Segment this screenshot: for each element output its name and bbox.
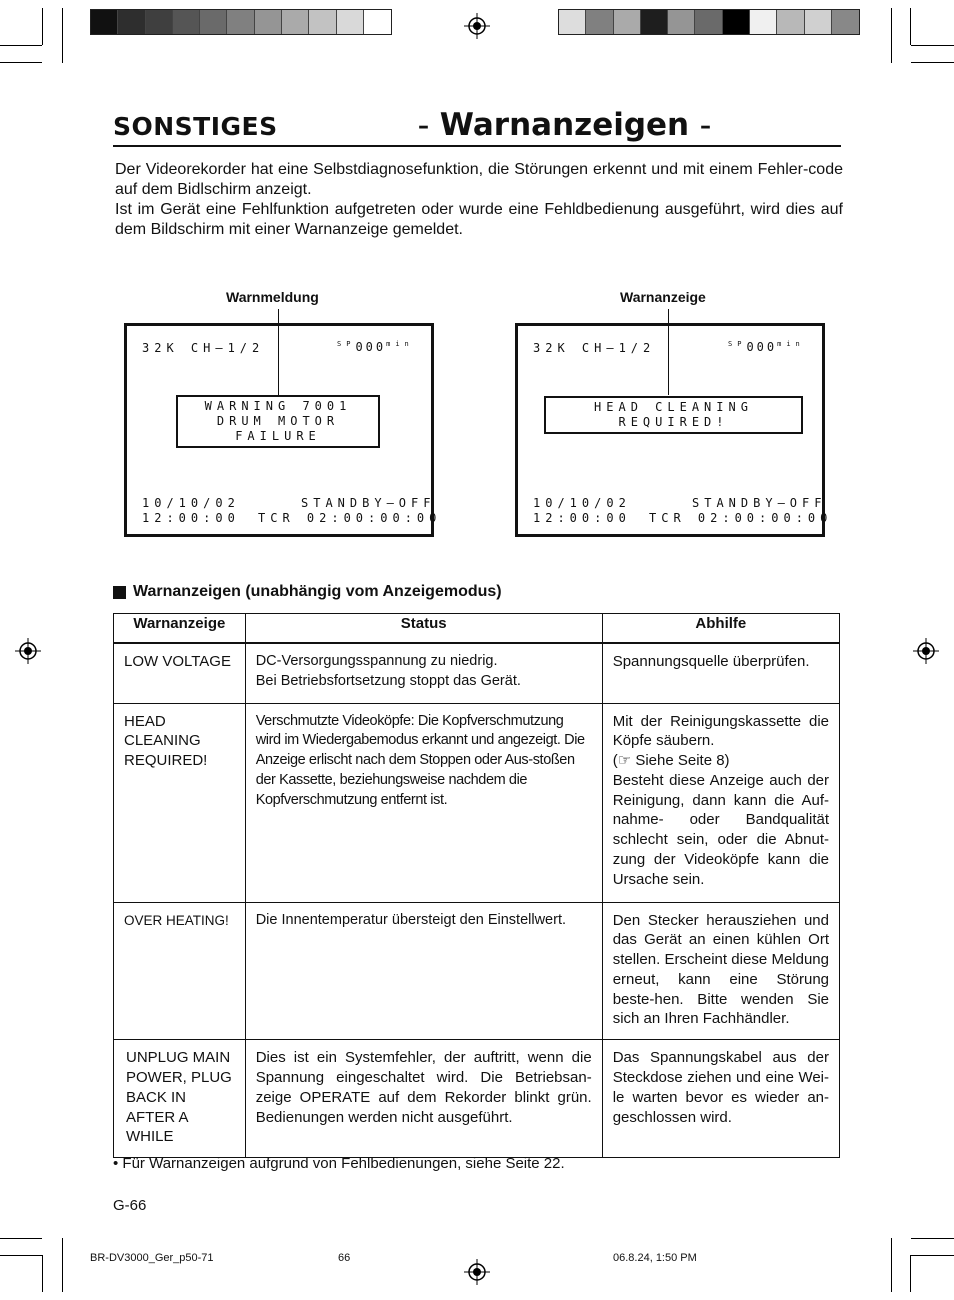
status-cell bbox=[245, 643, 602, 703]
column-header: Abhilfe bbox=[602, 614, 839, 644]
color-swatch bbox=[695, 10, 722, 34]
color-swatch bbox=[723, 10, 750, 34]
color-swatch bbox=[364, 10, 391, 34]
color-swatch bbox=[282, 10, 309, 34]
registration-mark-icon bbox=[464, 1259, 490, 1285]
table-heading-text: Warnanzeigen (unabhängig vom Anzeigemodus) bbox=[133, 583, 502, 600]
table-row bbox=[114, 902, 840, 1040]
slug-date: 06.8.24, 1:50 PM bbox=[613, 1252, 697, 1264]
slug-page: 66 bbox=[338, 1252, 351, 1264]
crop-mark bbox=[62, 1238, 63, 1292]
table-row bbox=[114, 703, 840, 902]
color-swatch bbox=[309, 10, 336, 34]
min-unit: min bbox=[386, 340, 414, 348]
status-cell bbox=[245, 703, 602, 902]
slug-file: BR-DV3000_Ger_p50-71 bbox=[90, 1252, 214, 1264]
registration-mark-icon bbox=[913, 638, 939, 664]
page-title bbox=[418, 107, 711, 143]
column-header: Status bbox=[245, 614, 602, 644]
remedy-cell bbox=[602, 902, 839, 1040]
channel-readout: 32K CH–1/2 bbox=[142, 341, 265, 355]
color-swatch bbox=[200, 10, 227, 34]
remedy-line: Das Spannungskabel aus der Steckdose ziehen und eine Wei-le warten bevor es wieder an-geschlossen wird. bbox=[612, 1049, 829, 1126]
remedy-line: Spannungsquelle überprüfen. bbox=[612, 653, 810, 670]
color-swatch bbox=[91, 10, 118, 34]
footnote: • Für Warnanzeigen aufgrund von Fehlbedienungen, siehe Seite 22. bbox=[113, 1155, 565, 1172]
color-bar-left bbox=[90, 9, 392, 35]
color-swatch bbox=[641, 10, 668, 34]
color-swatch bbox=[832, 10, 859, 34]
warning-code: WARNING 7001 bbox=[204, 399, 352, 413]
min-unit: min bbox=[777, 340, 805, 348]
color-swatch bbox=[586, 10, 613, 34]
page-title-text: Warnanzeigen bbox=[439, 107, 690, 143]
crop-mark bbox=[0, 1255, 42, 1256]
color-swatch bbox=[255, 10, 282, 34]
warning-cell: OVER HEATING! bbox=[114, 902, 246, 1040]
crop-mark bbox=[42, 1255, 43, 1292]
section-title: SONSTIGES bbox=[113, 112, 278, 141]
color-swatch bbox=[750, 10, 777, 34]
status-line: Verschmutzte Videoköpfe: Die Kopfverschmutzung wird im Wiedergabemodus erkannt und angezeigt. Die Anzeige erlischt nach dem Stoppen oder Aus-stoßen der Kassette, beziehungsweise nachdem die Kopfverschmutzung entfernt ist. bbox=[255, 712, 585, 808]
warning-message-box bbox=[176, 395, 380, 448]
remedy-cell bbox=[602, 703, 839, 902]
warning-table bbox=[113, 613, 840, 1158]
intro-paragraph: Der Videorekorder hat eine Selbstdiagnosefunktion, die Störungen erkennt und mit einem Fehler-code auf dem Bidlschirm anzeigt. bbox=[115, 161, 843, 198]
intro-paragraph: Ist im Gerät eine Fehlfunktion aufgetreten oder wurde eine Fehldbedienung ausgeführt, wird dies auf dem Bildschirm mit einer Warnanzeige gemeldet. bbox=[115, 201, 843, 238]
intro-text bbox=[115, 160, 843, 240]
warning-cell: UNPLUG MAIN POWER, PLUG BACK IN AFTER A WHILE bbox=[114, 1040, 246, 1158]
crop-mark bbox=[0, 1238, 42, 1239]
status-line: Bei Betriebsfortsetzung stoppt das Gerät. bbox=[255, 672, 521, 689]
status-line: Dies ist ein Systemfehler, der auftritt, wenn die Spannung eingeschaltet wird. Die Betriebsan-zeige OPERATE auf dem Rekorder blinkt grün. Bedienungen werden nicht ausgeführt. bbox=[255, 1049, 592, 1126]
warning-cell: LOW VOLTAGE bbox=[114, 643, 246, 703]
remedy-line: Besteht diese Anzeige auch der Reinigung, dann kann die Auf-nahme- oder Bandqualität schlecht sein, oder die Abnut-zung der Videoköpfe kann die Ursache sein. bbox=[612, 771, 829, 888]
remedy-line: Mit der Reinigungskassette die Köpfe säubern. bbox=[612, 712, 829, 750]
crop-mark bbox=[42, 8, 43, 45]
crop-mark bbox=[911, 1255, 954, 1256]
screen-label: Warnmeldung bbox=[226, 289, 319, 305]
warning-indicator-box bbox=[544, 396, 803, 434]
color-swatch bbox=[118, 10, 145, 34]
color-swatch bbox=[805, 10, 832, 34]
header-rule bbox=[113, 145, 841, 147]
color-swatch bbox=[337, 10, 364, 34]
crop-mark bbox=[0, 45, 42, 46]
standby-readout: STANDBY–OFF bbox=[301, 496, 436, 510]
table-header-row bbox=[114, 614, 840, 644]
crop-mark bbox=[891, 8, 892, 63]
warning-cell: HEAD CLEANING REQUIRED! bbox=[114, 703, 246, 902]
remedy-line: Den Stecker herausziehen und das Gerät an einen kühlen Ort stellen. Erscheint diese Meldung erneut, kann eine Störung beste-hen. Bitte wenden Sie sich an Ihren Fachhändler. bbox=[612, 911, 829, 1028]
monitor-screen-warning bbox=[124, 323, 442, 537]
time-readout: 12:00:00 bbox=[533, 511, 631, 525]
color-swatch bbox=[227, 10, 254, 34]
title-dash: – bbox=[418, 114, 429, 139]
crop-mark bbox=[62, 8, 63, 63]
standby-readout: STANDBY–OFF bbox=[692, 496, 827, 510]
status-cell bbox=[245, 1040, 602, 1158]
crop-mark bbox=[911, 45, 954, 46]
sp-mode: SP bbox=[337, 340, 356, 348]
status-line: DC-Versorgungsspannung zu niedrig. bbox=[255, 653, 498, 669]
tape-counter bbox=[337, 340, 414, 354]
color-swatch bbox=[614, 10, 641, 34]
screen-label: Warnanzeige bbox=[620, 289, 706, 305]
status-line: Die Innentemperatur übersteigt den Einstellwert. bbox=[255, 911, 567, 928]
color-swatch bbox=[777, 10, 804, 34]
date-readout: 10/10/02 bbox=[142, 496, 240, 510]
warning-description: DRUM MOTOR FAILURE bbox=[216, 414, 340, 443]
page-number: G-66 bbox=[113, 1197, 147, 1214]
table-row bbox=[114, 1040, 840, 1158]
crop-mark bbox=[0, 62, 42, 63]
counter-value: 000 bbox=[355, 340, 387, 354]
crop-mark bbox=[891, 1238, 892, 1292]
tape-counter bbox=[728, 340, 805, 354]
crop-mark bbox=[911, 1238, 954, 1239]
remedy-cell bbox=[602, 643, 839, 703]
title-dash: – bbox=[699, 114, 711, 139]
warning-indicator-text: HEAD CLEANING REQUIRED! bbox=[594, 400, 753, 429]
crop-mark bbox=[911, 62, 954, 63]
status-cell bbox=[245, 902, 602, 1040]
crop-mark bbox=[910, 8, 911, 45]
color-swatch bbox=[559, 10, 586, 34]
date-readout: 10/10/02 bbox=[533, 496, 631, 510]
tcr-readout: TCR 02:00:00:00 bbox=[649, 511, 833, 525]
square-bullet-icon bbox=[113, 586, 126, 599]
color-swatch bbox=[668, 10, 695, 34]
channel-readout: 32K CH–1/2 bbox=[533, 341, 656, 355]
registration-mark-icon bbox=[464, 13, 490, 39]
tcr-readout: TCR 02:00:00:00 bbox=[258, 511, 442, 525]
color-swatch bbox=[146, 10, 173, 34]
color-bar-right bbox=[558, 9, 860, 35]
table-row bbox=[114, 643, 840, 703]
column-header: Warnanzeige bbox=[114, 614, 246, 644]
crop-mark bbox=[910, 1255, 911, 1292]
table-heading bbox=[113, 583, 502, 601]
counter-value: 000 bbox=[746, 340, 778, 354]
registration-mark-icon bbox=[15, 638, 41, 664]
remedy-line: (☞ Siehe Seite 8) bbox=[612, 752, 730, 770]
time-readout: 12:00:00 bbox=[142, 511, 240, 525]
sp-mode: SP bbox=[728, 340, 747, 348]
remedy-cell bbox=[602, 1040, 839, 1158]
color-swatch bbox=[173, 10, 200, 34]
monitor-screen-indicator bbox=[515, 323, 833, 537]
